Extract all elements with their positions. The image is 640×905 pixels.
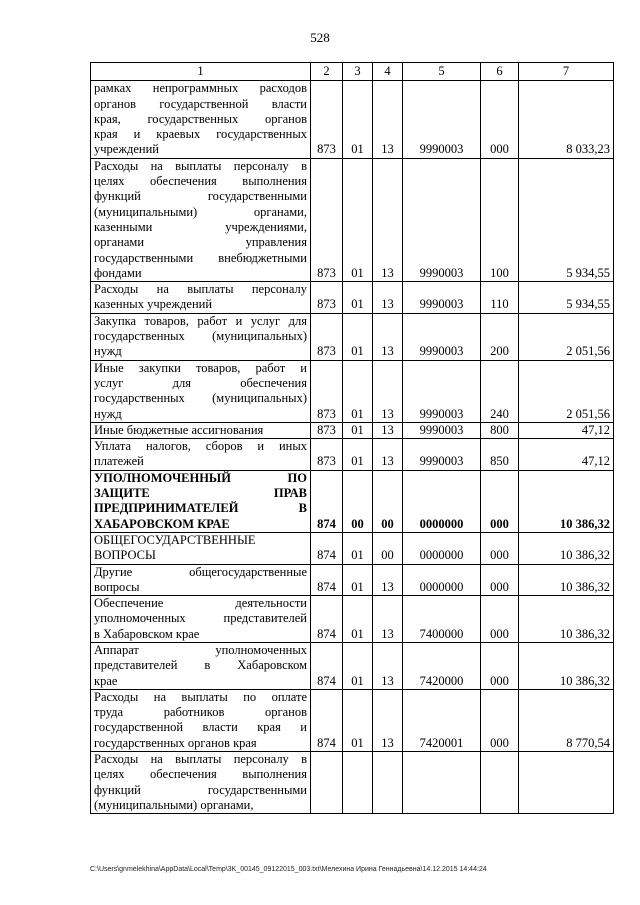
code-cell: 873	[311, 81, 343, 158]
row-name	[91, 360, 311, 422]
row-name	[91, 532, 311, 564]
target-article-cell: 0000000	[403, 564, 481, 596]
row-name-line: ЗАЩИТЕ ПРАВ	[94, 486, 307, 501]
expense-type-cell: 000	[481, 470, 519, 532]
target-article-cell: 9990003	[403, 360, 481, 422]
column-header: 1	[91, 63, 311, 81]
row-name-line: целях обеспечения выполнения	[94, 767, 307, 782]
row-name-line: Иные бюджетные ассигнования	[94, 422, 264, 437]
row-name-line: услуг для обеспечения	[94, 375, 307, 390]
expense-type-cell: 240	[481, 360, 519, 422]
row-name-line: государственной власти края и	[94, 720, 307, 735]
row-name	[91, 752, 311, 814]
row-name-line: уполномоченных представителей	[94, 611, 307, 626]
code-cell: 873	[311, 158, 343, 281]
row-name-line: Закупка товаров, работ и услуг для	[94, 313, 307, 328]
target-article-cell: 9990003	[403, 313, 481, 360]
table-row	[91, 313, 614, 360]
subsection-cell: 00	[373, 470, 403, 532]
section-cell: 01	[343, 313, 373, 360]
row-name-line: ХАБАРОВСКОМ КРАЕ	[94, 516, 230, 531]
column-header: 2	[311, 63, 343, 81]
subsection-cell: 13	[373, 564, 403, 596]
row-name-line: казенных учреждений	[94, 297, 213, 312]
table-row	[91, 439, 614, 471]
section-cell: 01	[343, 439, 373, 471]
row-name	[91, 313, 311, 360]
row-name	[91, 596, 311, 643]
code-cell: 874	[311, 470, 343, 532]
row-name	[91, 158, 311, 281]
subsection-cell	[373, 752, 403, 814]
target-article-cell: 9990003	[403, 158, 481, 281]
subsection-cell: 13	[373, 313, 403, 360]
expense-type-cell: 850	[481, 439, 519, 471]
section-cell: 01	[343, 564, 373, 596]
amount-cell: 10 386,32	[519, 532, 614, 564]
row-name-line: УПОЛНОМОЧЕННЫЙ ПО	[94, 470, 307, 485]
amount-cell: 2 051,56	[519, 360, 614, 422]
table-header-row	[91, 63, 614, 81]
amount-cell: 10 386,32	[519, 470, 614, 532]
row-name	[91, 81, 311, 158]
expense-type-cell: 800	[481, 422, 519, 438]
target-article-cell: 9990003	[403, 439, 481, 471]
row-name-line: органов государственной власти	[94, 96, 307, 111]
code-cell: 874	[311, 642, 343, 689]
row-name-line: ОБЩЕГОСУДАРСТВЕННЫЕ ВОПРОСЫ	[94, 532, 256, 563]
target-article-cell	[403, 752, 481, 814]
code-cell: 874	[311, 689, 343, 751]
budget-table	[90, 62, 614, 814]
expense-type-cell: 000	[481, 642, 519, 689]
target-article-cell: 0000000	[403, 470, 481, 532]
expense-type-cell	[481, 752, 519, 814]
table-row	[91, 642, 614, 689]
row-name	[91, 689, 311, 751]
row-name	[91, 564, 311, 596]
table-row	[91, 422, 614, 438]
subsection-cell: 13	[373, 596, 403, 643]
amount-cell: 10 386,32	[519, 564, 614, 596]
expense-type-cell: 000	[481, 81, 519, 158]
row-name-line: государственными внебюджетными фондами	[94, 250, 307, 280]
expense-type-cell: 100	[481, 158, 519, 281]
code-cell	[311, 752, 343, 814]
subsection-cell: 13	[373, 360, 403, 422]
amount-cell: 8 770,54	[519, 689, 614, 751]
table-row	[91, 470, 614, 532]
row-name-line: крае	[94, 673, 118, 688]
row-name-line: государственных органов края	[94, 735, 257, 750]
section-cell: 01	[343, 532, 373, 564]
section-cell: 01	[343, 282, 373, 314]
table-row	[91, 752, 614, 814]
amount-cell: 8 033,23	[519, 81, 614, 158]
section-cell: 01	[343, 158, 373, 281]
row-name	[91, 439, 311, 471]
target-article-cell: 0000000	[403, 532, 481, 564]
target-article-cell: 9990003	[403, 282, 481, 314]
row-name-line: функций государственными	[94, 189, 307, 204]
expense-type-cell: 000	[481, 689, 519, 751]
row-name-line: Другие общегосударственные	[94, 564, 307, 579]
row-name-line: ПРЕДПРИНИМАТЕЛЕЙ В	[94, 501, 307, 516]
row-name-line: рамках непрограммных расходов	[94, 81, 307, 96]
section-cell: 01	[343, 81, 373, 158]
amount-cell: 10 386,32	[519, 596, 614, 643]
code-cell: 874	[311, 532, 343, 564]
code-cell: 873	[311, 282, 343, 314]
code-cell: 873	[311, 313, 343, 360]
row-name-line: представителей в Хабаровском	[94, 658, 307, 673]
row-name-line: казенными учреждениями,	[94, 219, 307, 234]
amount-cell: 2 051,56	[519, 313, 614, 360]
table-row	[91, 532, 614, 564]
subsection-cell: 13	[373, 422, 403, 438]
row-name-line: функций государственными	[94, 782, 307, 797]
subsection-cell: 13	[373, 282, 403, 314]
amount-cell: 10 386,32	[519, 642, 614, 689]
subsection-cell: 00	[373, 532, 403, 564]
section-cell: 01	[343, 689, 373, 751]
row-name-line: Уплата налогов, сборов и иных	[94, 439, 307, 454]
column-header: 5	[403, 63, 481, 81]
row-name-line: Аппарат уполномоченных	[94, 642, 307, 657]
amount-cell: 47,12	[519, 422, 614, 438]
amount-cell: 47,12	[519, 439, 614, 471]
section-cell	[343, 752, 373, 814]
row-name-line: в Хабаровском крае	[94, 626, 200, 641]
row-name-line: Иные закупки товаров, работ и	[94, 360, 307, 375]
subsection-cell: 13	[373, 642, 403, 689]
expense-type-cell: 000	[481, 564, 519, 596]
target-article-cell: 9990003	[403, 422, 481, 438]
subsection-cell: 13	[373, 439, 403, 471]
target-article-cell: 7420000	[403, 642, 481, 689]
row-name	[91, 470, 311, 532]
target-article-cell: 7400000	[403, 596, 481, 643]
subsection-cell: 13	[373, 689, 403, 751]
table-row	[91, 596, 614, 643]
section-cell: 01	[343, 360, 373, 422]
table-row	[91, 158, 614, 281]
row-name	[91, 282, 311, 314]
row-name	[91, 422, 311, 438]
section-cell: 01	[343, 596, 373, 643]
table-row	[91, 81, 614, 158]
column-header: 7	[519, 63, 614, 81]
row-name-line: (муниципальными) органами,	[94, 204, 307, 219]
code-cell: 873	[311, 422, 343, 438]
subsection-cell: 13	[373, 81, 403, 158]
code-cell: 873	[311, 439, 343, 471]
column-header: 3	[343, 63, 373, 81]
column-header: 4	[373, 63, 403, 81]
row-name-line: платежей	[94, 454, 144, 469]
row-name-line: Обеспечение деятельности	[94, 596, 307, 611]
row-name-line: целях обеспечения выполнения	[94, 174, 307, 189]
table-row	[91, 360, 614, 422]
code-cell: 873	[311, 360, 343, 422]
file-path-footer: C:\Users\gnmelekhina\AppData\Local\Temp\3K_00145_09122015_003.txt\Мелехина Ирина Геннадьевна\14.12.2015 14:44:24	[90, 866, 487, 873]
table-row	[91, 564, 614, 596]
table-row	[91, 689, 614, 751]
row-name-line: (муниципальными) органами,	[94, 797, 254, 812]
section-cell: 00	[343, 470, 373, 532]
amount-cell	[519, 752, 614, 814]
row-name-line: государственных (муниципальных) нужд	[94, 329, 307, 359]
page-number: 528	[310, 30, 330, 45]
target-article-cell: 9990003	[403, 81, 481, 158]
target-article-cell: 7420001	[403, 689, 481, 751]
expense-type-cell: 110	[481, 282, 519, 314]
amount-cell: 5 934,55	[519, 282, 614, 314]
section-cell: 01	[343, 422, 373, 438]
expense-type-cell: 000	[481, 596, 519, 643]
expense-type-cell: 200	[481, 313, 519, 360]
table-body	[91, 81, 614, 814]
row-name-line: Расходы на выплаты персоналу в	[94, 752, 307, 767]
code-cell: 874	[311, 596, 343, 643]
code-cell: 874	[311, 564, 343, 596]
table-row	[91, 282, 614, 314]
row-name-line: учреждений	[94, 142, 159, 157]
row-name-line: Расходы на выплаты по оплате	[94, 689, 307, 704]
subsection-cell: 13	[373, 158, 403, 281]
row-name-line: органами управления	[94, 235, 307, 250]
row-name-line: труда работников органов	[94, 705, 307, 720]
row-name-line: края и краевых государственных	[94, 127, 307, 142]
section-cell: 01	[343, 642, 373, 689]
amount-cell: 5 934,55	[519, 158, 614, 281]
row-name-line: вопросы	[94, 579, 140, 594]
row-name-line: государственных (муниципальных) нужд	[94, 391, 307, 421]
row-name-line: края, государственных органов	[94, 111, 307, 126]
row-name-line: Расходы на выплаты персоналу в	[94, 158, 307, 173]
column-header: 6	[481, 63, 519, 81]
row-name	[91, 642, 311, 689]
row-name-line: Расходы на выплаты персоналу	[94, 282, 307, 297]
expense-type-cell: 000	[481, 532, 519, 564]
